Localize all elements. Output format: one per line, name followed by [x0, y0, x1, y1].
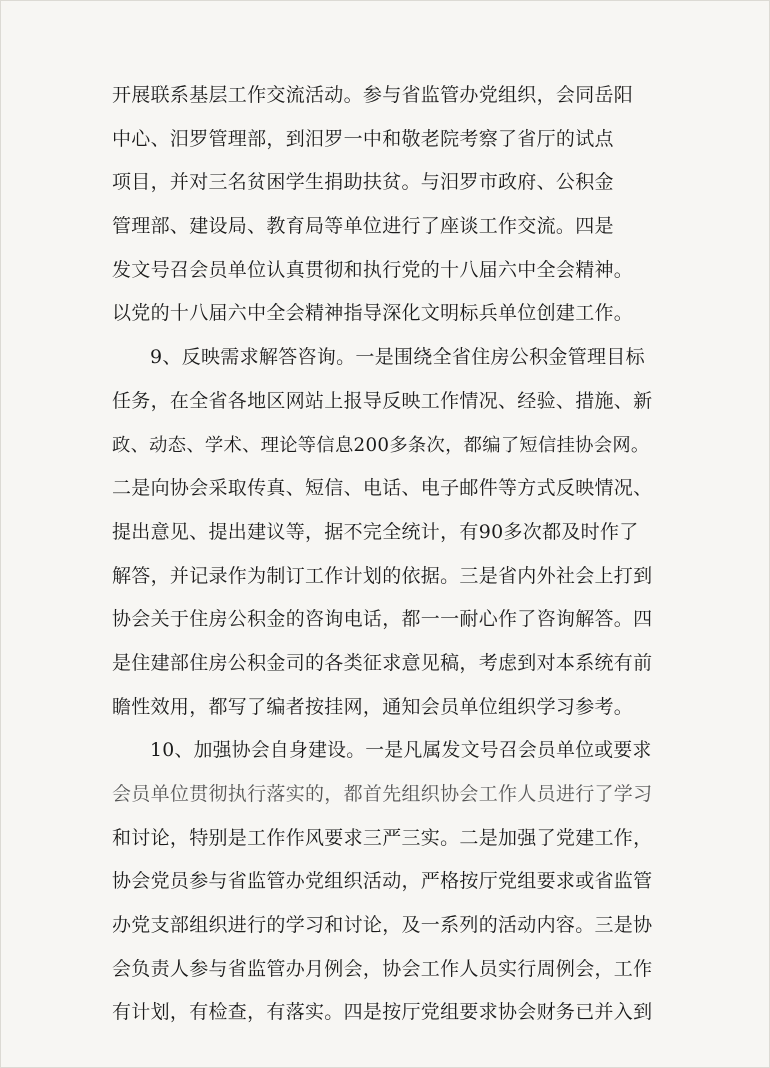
text-line: 管理部、建设局、教育局等单位进行了座谈工作交流。四是	[112, 215, 614, 238]
text-line: 提出意见、提出建议等，据不完全统计，有90多次都及时作了	[112, 520, 639, 543]
text-line: 会员单位贯彻执行落实的，都首先组织协会工作人员进行了学习	[112, 783, 652, 805]
text-line: 和讨论，特别是工作作风要求三严三实。二是加强了党建工作，	[112, 826, 652, 849]
text-line: 解答，并记录作为制订工作计划的依据。三是省内外社会上打到	[112, 564, 652, 587]
text-line: 项目，并对三名贫困学生捐助扶贫。与汨罗市政府、公积金	[112, 171, 614, 194]
text-line: 中心、汨罗管理部，到汨罗一中和敬老院考察了省厅的试点	[112, 127, 614, 150]
text-line: 二是向协会采取传真、短信、电话、电子邮件等方式反映情况、	[112, 477, 652, 500]
text-line: 协会关于住房公积金的咨询电话，都一一耐心作了咨询解答。四	[112, 608, 652, 631]
text-line: 办党支部组织进行的学习和讨论，及一系列的活动内容。三是协	[112, 914, 652, 937]
text-line: 10、加强协会自身建设。一是凡属发文号召会员单位或要求	[150, 740, 652, 762]
text-line: 发文号召会员单位认真贯彻和执行党的十八届六中全会精神。	[112, 258, 634, 281]
text-line: 瞻性效用，都写了编者按挂网，通知会员单位组织学习参考。	[112, 695, 634, 718]
text-line: 是住建部住房公积金司的各类征求意见稿，考虑到对本系统有前	[112, 651, 652, 674]
text-line: 会负责人参与省监管办月例会，协会工作人员实行周例会，工作	[112, 957, 652, 980]
document-body	[112, 74, 652, 1035]
text-line: 以党的十八届六中全会精神指导深化文明标兵单位创建工作。	[112, 302, 634, 325]
text-line: 协会党员参与省监管办党组织活动，严格按厅党组要求或省监管	[112, 870, 652, 893]
text-line: 任务，在全省各地区网站上报导反映工作情况、经验、措施、新	[112, 389, 652, 412]
text-line: 有计划，有检查，有落实。四是按厅党组要求协会财务已并入到	[112, 1001, 652, 1024]
text-line: 政、动态、学术、理论等信息200多条次，都编了短信挂协会网。	[112, 434, 650, 456]
text-line: 开展联系基层工作交流活动。参与省监管办党组织，会同岳阳	[112, 84, 634, 106]
text-line: 9、反映需求解答咨询。一是围绕全省住房公积金管理目标	[150, 346, 645, 369]
